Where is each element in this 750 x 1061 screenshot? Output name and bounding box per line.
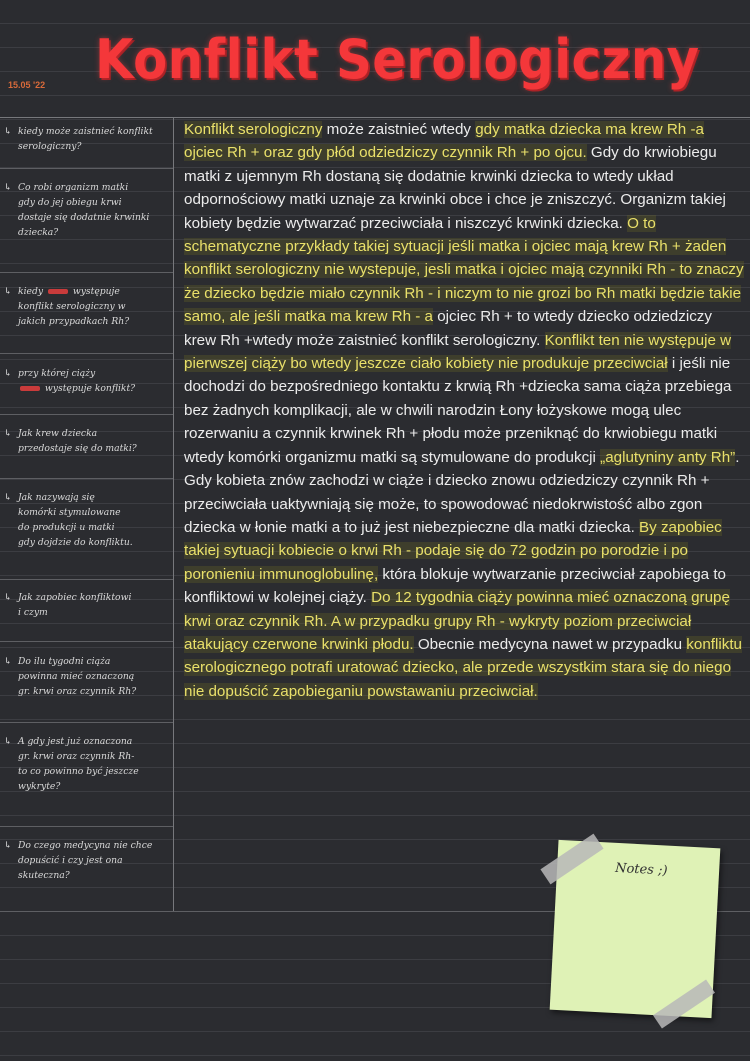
sidebar-question <box>4 590 170 620</box>
column-divider <box>173 117 174 911</box>
question-line: serologiczny? <box>18 141 82 152</box>
notes-paragraph <box>184 118 744 703</box>
question-line: wykryte? <box>18 781 61 792</box>
sidebar-question <box>4 734 170 794</box>
arrow-icon: ↳ <box>4 592 12 603</box>
question-line: Jak nazywają się <box>18 492 95 503</box>
highlighted-text: Do 12 tygodnia ciąży powinna mieć oznaczoną grupę krwi oraz czynnik Rh. A w przypadku grupy Rh - wykryty poziom przeciwciał atakujący czerwone krwinki płodu. <box>184 589 730 653</box>
highlighted-text: By zapobiec takiej sytuacji kobiecie o krwi Rh - podaje się do 72 godzin po porodzie i po poronieniu immunoglobulinę, <box>184 518 722 583</box>
sidebar-question <box>4 426 170 456</box>
arrow-icon: ↳ <box>4 368 12 379</box>
question-line: to co powinno być jeszcze <box>18 766 139 777</box>
question-separator <box>0 641 173 642</box>
highlighted-text: konfliktu serologicznego potrafi uratować dziecko, ale przede wszystkim stara się do niego nie dopuścić zapobieganiu powstawaniu przeciwciał. <box>184 635 742 700</box>
question-line: komórki stymulowane <box>18 507 121 518</box>
question-line: kiedy występuje <box>18 286 120 297</box>
question-line: Co robi organizm matki <box>18 182 129 193</box>
question-separator <box>0 353 173 354</box>
red-highlight-mark <box>20 386 40 391</box>
question-line: Do czego medycyna nie chce <box>18 840 153 851</box>
sidebar-question <box>4 490 170 550</box>
arrow-icon: ↳ <box>4 840 12 851</box>
arrow-icon: ↳ <box>4 736 12 747</box>
arrow-icon: ↳ <box>4 656 12 667</box>
question-line: Jak zapobiec konfliktowi <box>18 592 132 603</box>
body-text: i jeśli nie dochodzi do bezpośredniego kontaktu z krwią Rh +dziecka sama ciąża przebiega bez żadnych komplikacji, ale w chwili narodzin Łony łożyskowe mogą ulec rozerwaniu a czynnik krwinek Rh + płodu może przeniknąć do krwiobiegu matki wtedy komórki organizmu matki są stymulowane do produkcji <box>184 355 732 466</box>
sidebar-question <box>4 366 170 396</box>
highlighted-text: O to schematyczne przykłady takiej sytuacji jeśli matka i ojciec mają krew Rh + żaden konflikt serologiczny nie wystepuje, jesli matka i ojciec mają czynniki Rh - to znaczy że dziecko będzie miało czynnik Rh - i niczym to nie grozi bo Rh matki będzie takie samo, ale jeśli matka ma krew Rh - a <box>184 214 744 326</box>
question-line: dopuścić i czy jest ona <box>18 855 123 866</box>
date-label: 15.05 '22 <box>8 80 46 90</box>
sidebar-question <box>4 180 170 240</box>
highlighted-text: „aglutyniny anty Rh” <box>600 448 736 466</box>
question-separator <box>0 722 173 723</box>
question-separator <box>0 414 173 415</box>
question-line: gr. krwi oraz czynnik Rh? <box>18 686 137 697</box>
question-line: kiedy może zaistnieć konflikt <box>18 126 153 137</box>
red-highlight-mark <box>48 289 68 294</box>
arrow-icon: ↳ <box>4 428 12 439</box>
arrow-icon: ↳ <box>4 286 12 297</box>
sidebar-question <box>4 124 170 154</box>
question-line: przy której ciąży <box>18 368 96 379</box>
question-line: jakich przypadkach Rh? <box>18 316 130 327</box>
question-line: dziecka? <box>18 227 59 238</box>
body-text: . Gdy kobieta znów zachodzi w ciąże i dziecko znowu odziedziczy czynnik Rh + przeciwciała uaktywniają się może, to spowodować niedokrwistość albo zgon dziecka w łonie matki a to już jest niebezpieczne dla matki dziecka. <box>184 448 740 536</box>
question-separator <box>0 579 173 580</box>
notes-body <box>184 118 744 703</box>
question-separator <box>0 478 173 479</box>
arrow-icon: ↳ <box>4 126 12 137</box>
question-line: powinna mieć oznaczoną <box>18 671 135 682</box>
question-line: do produkcji u matki <box>18 522 115 533</box>
page-title: Konflikt Serologiczny <box>95 28 700 91</box>
question-line: dostaje się dodatnie krwinki <box>18 212 150 223</box>
question-line: gr. krwi oraz czynnik Rh- <box>18 751 135 762</box>
question-line: gdy do jej obiegu krwi <box>18 197 122 208</box>
arrow-icon: ↳ <box>4 492 12 503</box>
question-line: Do ilu tygodni ciąża <box>18 656 111 667</box>
highlighted-text: gdy matka dziecka ma krew Rh -a ojciec Rh + oraz gdy płód odziedziczy czynnik Rh + po ojcu. <box>184 121 704 162</box>
sidebar-question <box>4 654 170 699</box>
arrow-icon: ↳ <box>4 182 12 193</box>
question-line: przedostaje się do matki? <box>18 443 137 454</box>
question-line: konflikt serologiczny w <box>18 301 126 312</box>
sidebar-question <box>4 284 170 329</box>
question-line: Jak krew dziecka <box>18 428 98 439</box>
body-text: może zaistnieć wtedy <box>322 121 476 138</box>
highlighted-text: Konflikt serologiczny <box>184 121 323 138</box>
question-separator <box>0 826 173 827</box>
question-separator <box>0 272 173 273</box>
body-text: która blokuje wytwarzanie przeciwciał zapobiega to konfliktowi w kolejnej ciąży. <box>184 565 727 607</box>
highlighted-text: Konflikt ten nie występuje w pierwszej ciąży bo wtedy jeszcze ciało kobiety nie produkuje przeciwciał <box>184 331 732 373</box>
question-separator <box>0 168 173 169</box>
question-line: skuteczna? <box>18 870 70 881</box>
question-line: gdy dojdzie do konfliktu. <box>18 537 133 548</box>
body-text: ojciec Rh + to wtedy dziecko odziedziczy krew Rh +wtedy może zaistnieć konflikt serologiczny. <box>184 308 712 349</box>
sidebar-question <box>4 838 170 883</box>
question-line: i czym <box>18 607 48 618</box>
question-line: A gdy jest już oznaczona <box>18 736 133 747</box>
sticky-note-label: Notes ;) <box>614 860 668 879</box>
body-text: Obecnie medycyna nawet w przypadku <box>413 635 687 653</box>
body-text: Gdy do krwiobiegu matki z ujemnym Rh dostaną się dodatnie krwinki dziecka to wtedy układ odpornościowy matki uznaje za krwinki obce i chce je zniszczyć. Organizm takiej kobiety będzie wytwarzać przeciwciała i niszczyć krwinki dziecka. <box>184 144 726 232</box>
question-line: występuje konflikt? <box>18 383 135 394</box>
